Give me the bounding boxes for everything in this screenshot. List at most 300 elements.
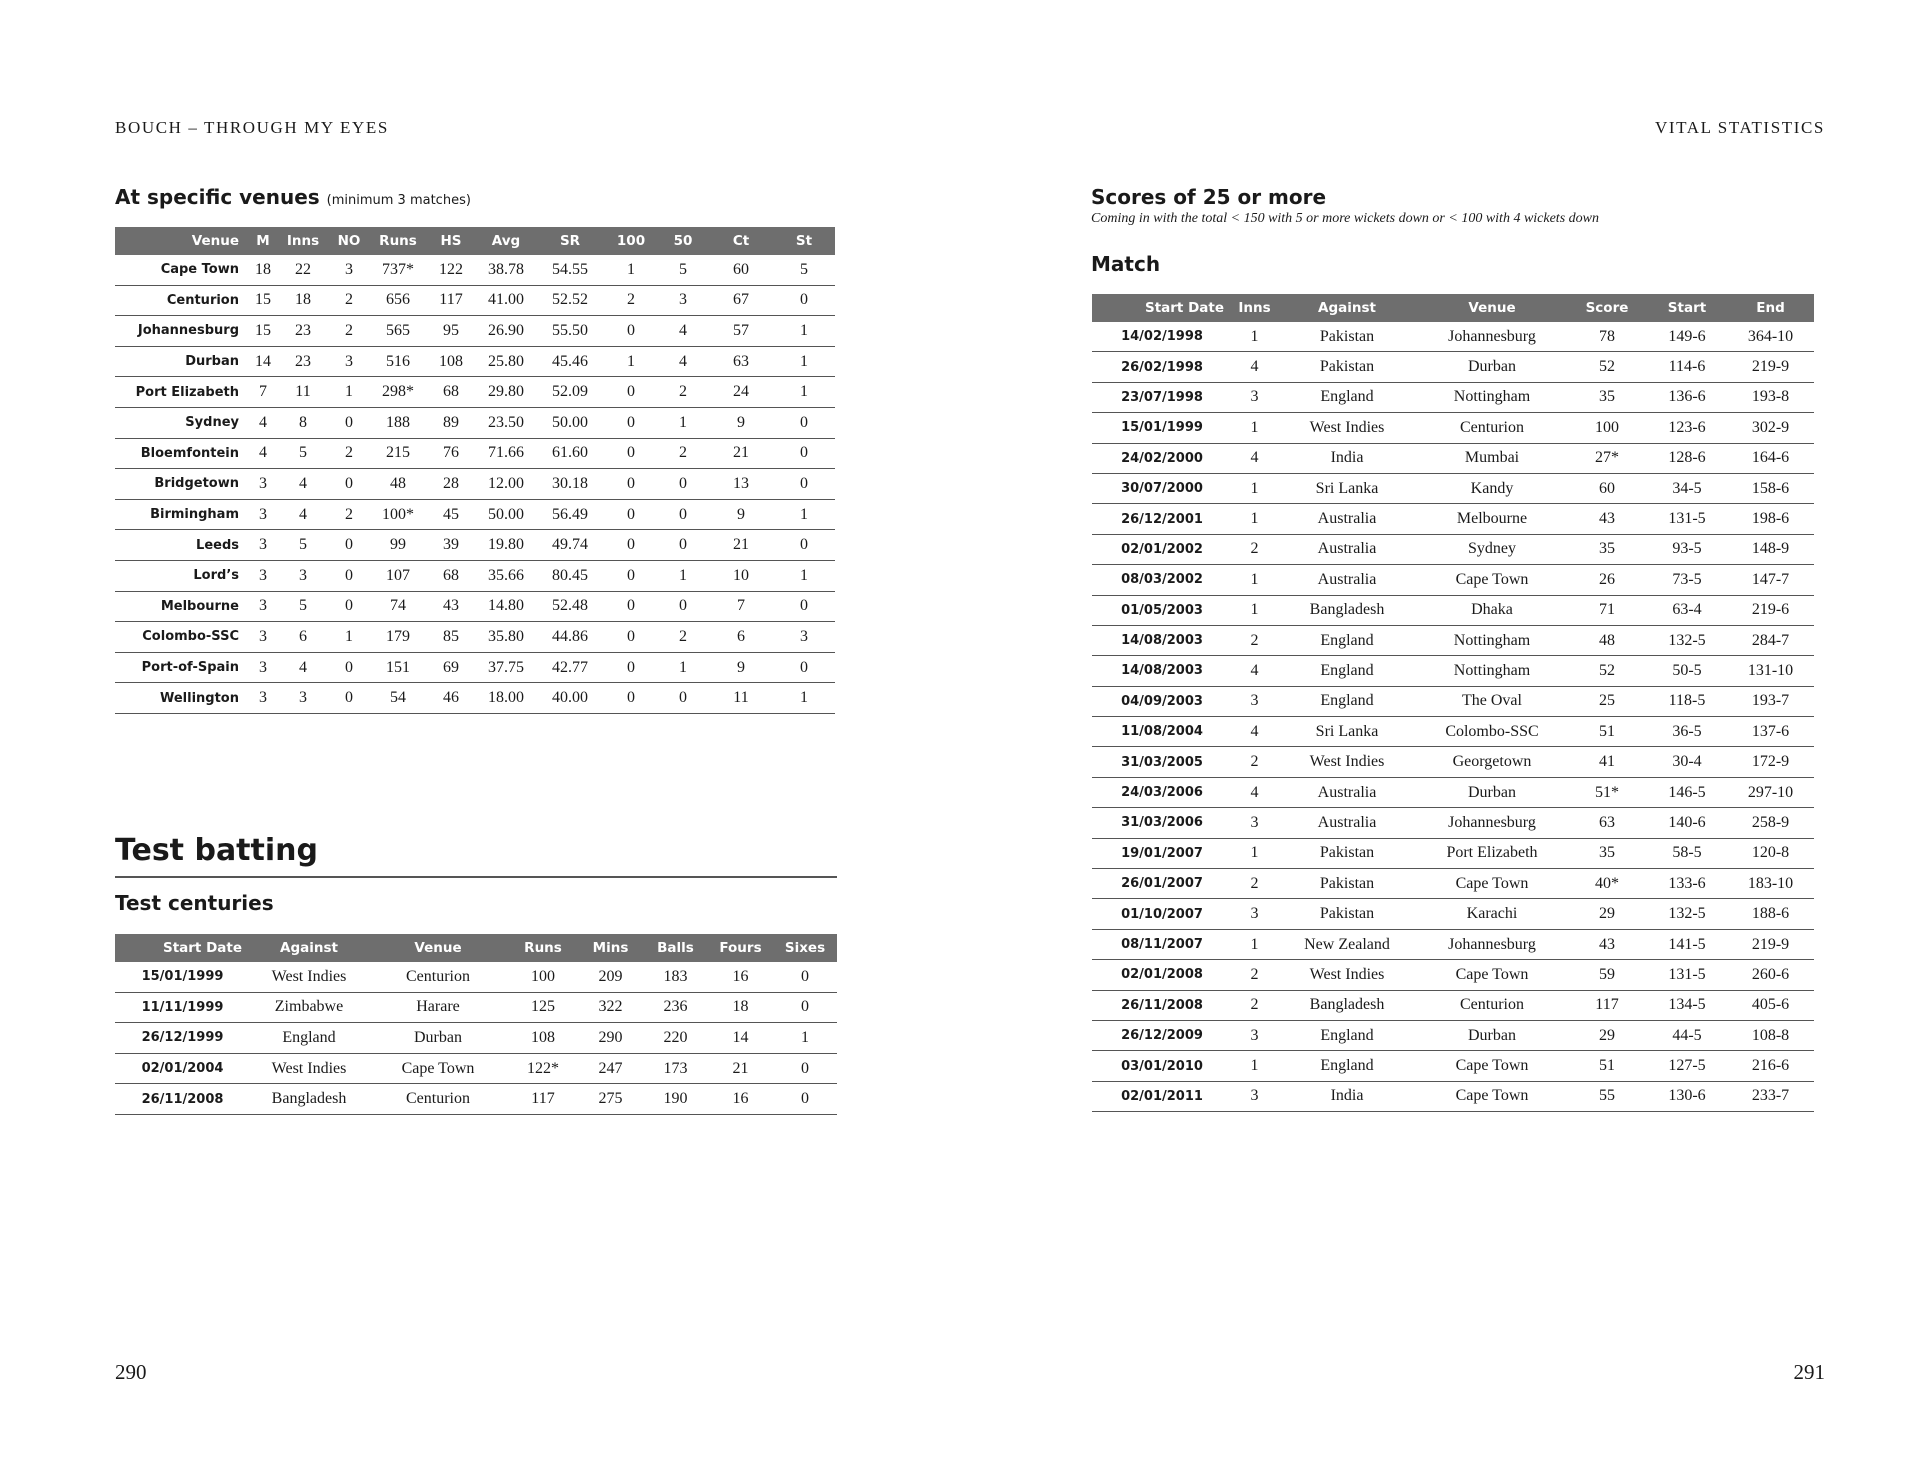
venues-header-cell: HS	[425, 227, 477, 255]
table-cell: 37.75	[477, 652, 535, 683]
table-cell: England	[250, 1023, 368, 1054]
table-cell: 68	[425, 560, 477, 591]
table-cell: 5	[279, 591, 327, 622]
table-cell: 127-5	[1647, 1051, 1727, 1081]
table-cell: 5	[279, 438, 327, 469]
table-cell: 3	[247, 622, 279, 653]
match-header-cell: Against	[1277, 294, 1417, 322]
table-cell: 3	[247, 591, 279, 622]
table-cell: Durban	[1417, 352, 1567, 382]
table-cell: 01/10/2007	[1092, 899, 1232, 929]
table-cell: 60	[709, 255, 773, 285]
table-cell: 14/08/2003	[1092, 625, 1232, 655]
table-cell: 1	[657, 407, 709, 438]
table-cell: Lord’s	[115, 560, 247, 591]
table-cell: 50-5	[1647, 656, 1727, 686]
table-cell: 26/12/2009	[1092, 1020, 1232, 1050]
table-cell: 0	[773, 285, 835, 316]
table-cell: 6	[709, 622, 773, 653]
table-cell: 219-9	[1727, 352, 1814, 382]
table-row	[115, 499, 835, 530]
table-cell: 565	[371, 316, 425, 347]
table-cell: Johannesburg	[1417, 322, 1567, 352]
table-cell: 4	[1232, 443, 1277, 473]
table-cell: 4	[1232, 656, 1277, 686]
table-cell: 1	[1232, 565, 1277, 595]
table-cell: 35	[1567, 534, 1647, 564]
venues-header-cell: St	[773, 227, 835, 255]
table-cell: 43	[425, 591, 477, 622]
table-cell: 50.00	[535, 407, 605, 438]
table-cell: 0	[605, 438, 657, 469]
table-cell: 3	[247, 530, 279, 561]
table-cell: Centurion	[115, 285, 247, 316]
table-cell: Kandy	[1417, 473, 1567, 503]
table-cell: 0	[605, 560, 657, 591]
table-cell: 0	[605, 652, 657, 683]
table-cell: 1	[1232, 929, 1277, 959]
table-cell: 30/07/2000	[1092, 473, 1232, 503]
table-cell: 46	[425, 683, 477, 714]
table-cell: 2	[1232, 990, 1277, 1020]
table-cell: 0	[327, 683, 371, 714]
table-cell: 59	[1567, 960, 1647, 990]
table-cell: 1	[327, 377, 371, 408]
table-cell: 30-4	[1647, 747, 1727, 777]
table-cell: Nottingham	[1417, 382, 1567, 412]
table-cell: 35.80	[477, 622, 535, 653]
venues-header-cell: M	[247, 227, 279, 255]
table-row	[1092, 352, 1814, 382]
centuries-header-cell: Fours	[708, 934, 773, 962]
table-cell: 172-9	[1727, 747, 1814, 777]
table-cell: The Oval	[1417, 686, 1567, 716]
table-cell: 63	[709, 346, 773, 377]
table-cell: 18	[279, 285, 327, 316]
table-cell: 0	[657, 499, 709, 530]
table-cell: Durban	[1417, 777, 1567, 807]
table-row	[115, 255, 835, 285]
venues-header-cell: Ct	[709, 227, 773, 255]
table-cell: England	[1277, 656, 1417, 686]
table-row	[115, 530, 835, 561]
table-cell: 2	[1232, 869, 1277, 899]
table-cell: 1	[773, 346, 835, 377]
table-cell: 3	[1232, 808, 1277, 838]
table-cell: 71.66	[477, 438, 535, 469]
table-row	[1092, 899, 1814, 929]
table-row	[115, 652, 835, 683]
table-cell: 52.52	[535, 285, 605, 316]
table-cell: 132-5	[1647, 899, 1727, 929]
table-cell: Centurion	[1417, 990, 1567, 1020]
table-cell: 0	[657, 530, 709, 561]
table-cell: 1	[773, 316, 835, 347]
table-cell: 3	[1232, 686, 1277, 716]
centuries-header-cell: Balls	[643, 934, 708, 962]
table-cell: Georgetown	[1417, 747, 1567, 777]
table-cell: 19.80	[477, 530, 535, 561]
table-cell: 27*	[1567, 443, 1647, 473]
table-cell: 7	[247, 377, 279, 408]
table-cell: 24/02/2000	[1092, 443, 1232, 473]
table-cell: 4	[1232, 777, 1277, 807]
table-cell: 18.00	[477, 683, 535, 714]
table-cell: 4	[279, 499, 327, 530]
table-cell: 80.45	[535, 560, 605, 591]
table-cell: 0	[605, 316, 657, 347]
match-header-cell: Start Date	[1092, 294, 1232, 322]
table-cell: 5	[657, 255, 709, 285]
table-cell: 8	[279, 407, 327, 438]
table-cell: 24	[709, 377, 773, 408]
table-cell: Pakistan	[1277, 869, 1417, 899]
table-cell: 4	[1232, 352, 1277, 382]
table-cell: 21	[709, 530, 773, 561]
centuries-title: Test centuries	[115, 891, 274, 915]
table-cell: 95	[425, 316, 477, 347]
table-cell: 08/11/2007	[1092, 929, 1232, 959]
match-header-cell: End	[1727, 294, 1814, 322]
table-cell: 0	[773, 438, 835, 469]
table-cell: 322	[578, 992, 643, 1023]
table-cell: 1	[1232, 838, 1277, 868]
table-cell: 39	[425, 530, 477, 561]
table-cell: 11	[279, 377, 327, 408]
table-cell: Leeds	[115, 530, 247, 561]
table-cell: 0	[773, 1053, 837, 1084]
table-cell: 656	[371, 285, 425, 316]
table-cell: Australia	[1277, 565, 1417, 595]
table-cell: 1	[1232, 322, 1277, 352]
table-cell: Nottingham	[1417, 625, 1567, 655]
table-cell: 117	[508, 1084, 578, 1115]
table-cell: 7	[709, 591, 773, 622]
venues-header-cell: Avg	[477, 227, 535, 255]
table-cell: 3	[247, 652, 279, 683]
table-cell: 35	[1567, 382, 1647, 412]
table-cell: Nottingham	[1417, 656, 1567, 686]
table-cell: 173	[643, 1053, 708, 1084]
table-cell: England	[1277, 1051, 1417, 1081]
table-cell: 0	[773, 962, 837, 992]
table-cell: 193-7	[1727, 686, 1814, 716]
table-cell: 284-7	[1727, 625, 1814, 655]
table-cell: Durban	[115, 346, 247, 377]
table-cell: 11	[709, 683, 773, 714]
running-head: VITAL STATISTICS	[1654, 118, 1825, 137]
table-cell: 29	[1567, 899, 1647, 929]
table-cell: 5	[279, 530, 327, 561]
table-cell: 2	[657, 622, 709, 653]
table-cell: Cape Town	[1417, 1081, 1567, 1111]
table-cell: 21	[708, 1053, 773, 1084]
table-row	[1092, 717, 1814, 747]
table-cell: 128-6	[1647, 443, 1727, 473]
table-cell: Zimbabwe	[250, 992, 368, 1023]
table-cell: 16	[708, 1084, 773, 1115]
table-cell: 190	[643, 1084, 708, 1115]
table-cell: 25	[1567, 686, 1647, 716]
table-cell: 151	[371, 652, 425, 683]
table-cell: Karachi	[1417, 899, 1567, 929]
table-row	[115, 1084, 837, 1115]
table-cell: 21	[709, 438, 773, 469]
venues-header-cell: Venue	[115, 227, 247, 255]
table-cell: 52	[1567, 656, 1647, 686]
table-cell: Colombo-SSC	[1417, 717, 1567, 747]
table-cell: 31/03/2005	[1092, 747, 1232, 777]
table-cell: Pakistan	[1277, 322, 1417, 352]
table-cell: 48	[1567, 625, 1647, 655]
table-cell: 26/01/2007	[1092, 869, 1232, 899]
table-cell: 3	[327, 346, 371, 377]
table-row	[1092, 960, 1814, 990]
table-cell: 9	[709, 499, 773, 530]
table-row	[1092, 686, 1814, 716]
venues-header-cell: 100	[605, 227, 657, 255]
table-cell: 45	[425, 499, 477, 530]
table-cell: Johannesburg	[115, 316, 247, 347]
table-cell: 54.55	[535, 255, 605, 285]
table-cell: 40.00	[535, 683, 605, 714]
table-cell: 125	[508, 992, 578, 1023]
table-cell: 08/03/2002	[1092, 565, 1232, 595]
table-cell: 0	[327, 652, 371, 683]
section-rule	[115, 876, 837, 878]
table-row	[1092, 504, 1814, 534]
table-cell: 51	[1567, 717, 1647, 747]
table-cell: 405-6	[1727, 990, 1814, 1020]
table-cell: 183-10	[1727, 869, 1814, 899]
table-cell: 43	[1567, 504, 1647, 534]
venues-note: (minimum 3 matches)	[326, 193, 471, 208]
table-cell: 35.66	[477, 560, 535, 591]
table-cell: 89	[425, 407, 477, 438]
table-cell: 120-8	[1727, 838, 1814, 868]
table-cell: 1	[605, 346, 657, 377]
venues-header-cell: NO	[327, 227, 371, 255]
table-cell: 26.90	[477, 316, 535, 347]
table-cell: 99	[371, 530, 425, 561]
table-cell: 3	[247, 560, 279, 591]
table-row	[1092, 534, 1814, 564]
table-row	[1092, 1051, 1814, 1081]
table-cell: 122	[425, 255, 477, 285]
table-cell: Bridgetown	[115, 469, 247, 500]
table-cell: 26/11/2008	[115, 1084, 250, 1115]
venues-table	[115, 227, 835, 714]
table-cell: 0	[327, 407, 371, 438]
table-cell: 2	[327, 316, 371, 347]
table-cell: 9	[709, 407, 773, 438]
table-cell: 140-6	[1647, 808, 1727, 838]
table-cell: Bangladesh	[1277, 595, 1417, 625]
table-cell: 302-9	[1727, 413, 1814, 443]
table-cell: 0	[657, 591, 709, 622]
table-cell: 02/01/2002	[1092, 534, 1232, 564]
table-cell: 3	[1232, 1081, 1277, 1111]
table-row	[115, 683, 835, 714]
table-cell: 3	[279, 683, 327, 714]
table-cell: 44.86	[535, 622, 605, 653]
table-cell: Durban	[1417, 1020, 1567, 1050]
table-cell: 179	[371, 622, 425, 653]
table-cell: 3	[327, 255, 371, 285]
table-cell: Australia	[1277, 534, 1417, 564]
table-cell: England	[1277, 625, 1417, 655]
table-cell: 2	[657, 377, 709, 408]
table-cell: 216-6	[1727, 1051, 1814, 1081]
table-cell: Australia	[1277, 777, 1417, 807]
table-cell: 233-7	[1727, 1081, 1814, 1111]
table-row	[1092, 322, 1814, 352]
table-cell: 02/01/2011	[1092, 1081, 1232, 1111]
table-cell: 42.77	[535, 652, 605, 683]
table-cell: 137-6	[1727, 717, 1814, 747]
table-cell: 290	[578, 1023, 643, 1054]
table-cell: 108-8	[1727, 1020, 1814, 1050]
table-row	[115, 346, 835, 377]
table-row	[1092, 443, 1814, 473]
table-cell: Centurion	[368, 1084, 508, 1115]
test-batting-title: Test batting	[115, 833, 318, 868]
table-cell: 44-5	[1647, 1020, 1727, 1050]
table-cell: 1	[1232, 413, 1277, 443]
table-cell: 0	[327, 560, 371, 591]
table-cell: 28	[425, 469, 477, 500]
table-cell: 19/01/2007	[1092, 838, 1232, 868]
table-cell: 23	[279, 316, 327, 347]
table-cell: Pakistan	[1277, 838, 1417, 868]
table-cell: 26/12/2001	[1092, 504, 1232, 534]
table-cell: 148-9	[1727, 534, 1814, 564]
table-cell: 149-6	[1647, 322, 1727, 352]
table-cell: 51	[1567, 1051, 1647, 1081]
table-row	[115, 622, 835, 653]
table-cell: 2	[605, 285, 657, 316]
table-cell: 108	[508, 1023, 578, 1054]
table-row	[1092, 990, 1814, 1020]
table-cell: Wellington	[115, 683, 247, 714]
table-cell: 0	[605, 622, 657, 653]
table-cell: Pakistan	[1277, 352, 1417, 382]
page-number: 291	[1793, 1360, 1825, 1384]
table-row	[115, 1053, 837, 1084]
table-cell: 516	[371, 346, 425, 377]
table-cell: 107	[371, 560, 425, 591]
table-cell: Johannesburg	[1417, 929, 1567, 959]
table-cell: West Indies	[1277, 747, 1417, 777]
table-cell: 60	[1567, 473, 1647, 503]
table-cell: 118-5	[1647, 686, 1727, 716]
table-cell: 02/01/2004	[115, 1053, 250, 1084]
table-cell: 4	[657, 316, 709, 347]
table-cell: 2	[1232, 747, 1277, 777]
table-row	[1092, 929, 1814, 959]
table-row	[1092, 625, 1814, 655]
table-cell: 0	[773, 652, 835, 683]
venues-header-cell: SR	[535, 227, 605, 255]
table-cell: 0	[327, 591, 371, 622]
table-cell: 1	[1232, 504, 1277, 534]
table-cell: 134-5	[1647, 990, 1727, 1020]
table-cell: 55	[1567, 1081, 1647, 1111]
table-cell: 0	[605, 469, 657, 500]
table-cell: 258-9	[1727, 808, 1814, 838]
table-cell: 209	[578, 962, 643, 992]
table-cell: Durban	[368, 1023, 508, 1054]
table-cell: Cape Town	[1417, 1051, 1567, 1081]
table-cell: 54	[371, 683, 425, 714]
table-row	[1092, 656, 1814, 686]
table-cell: 3	[279, 560, 327, 591]
table-cell: 29	[1567, 1020, 1647, 1050]
table-cell: 03/01/2010	[1092, 1051, 1232, 1081]
table-row	[115, 962, 837, 992]
table-cell: 198-6	[1727, 504, 1814, 534]
table-cell: 26/12/1999	[115, 1023, 250, 1054]
table-cell: 73-5	[1647, 565, 1727, 595]
table-cell: 260-6	[1727, 960, 1814, 990]
table-row	[115, 591, 835, 622]
table-cell: 0	[605, 591, 657, 622]
table-cell: 38.78	[477, 255, 535, 285]
venues-title: At specific venues	[115, 185, 320, 209]
table-cell: England	[1277, 382, 1417, 412]
table-cell: 36-5	[1647, 717, 1727, 747]
table-cell: 43	[1567, 929, 1647, 959]
table-cell: Birmingham	[115, 499, 247, 530]
table-cell: India	[1277, 1081, 1417, 1111]
table-cell: 220	[643, 1023, 708, 1054]
table-cell: 2	[1232, 625, 1277, 655]
table-cell: 1	[773, 1023, 837, 1054]
table-cell: 0	[773, 407, 835, 438]
table-row	[1092, 1020, 1814, 1050]
table-cell: 63	[1567, 808, 1647, 838]
table-cell: 131-5	[1647, 504, 1727, 534]
table-cell: 6	[279, 622, 327, 653]
table-cell: 3	[247, 469, 279, 500]
venues-header-cell: Inns	[279, 227, 327, 255]
table-row	[1092, 1081, 1814, 1111]
centuries-header-cell: Start Date	[115, 934, 250, 962]
table-row	[1092, 473, 1814, 503]
table-cell: 16	[708, 962, 773, 992]
table-cell: 93-5	[1647, 534, 1727, 564]
table-cell: 30.18	[535, 469, 605, 500]
table-cell: 4	[247, 407, 279, 438]
table-cell: 215	[371, 438, 425, 469]
table-cell: 41.00	[477, 285, 535, 316]
table-cell: 130-6	[1647, 1081, 1727, 1111]
table-cell: 275	[578, 1084, 643, 1115]
table-cell: Cape Town	[115, 255, 247, 285]
table-cell: 01/05/2003	[1092, 595, 1232, 625]
table-cell: 58-5	[1647, 838, 1727, 868]
table-cell: 0	[605, 377, 657, 408]
table-cell: 13	[709, 469, 773, 500]
table-cell: 31/03/2006	[1092, 808, 1232, 838]
table-cell: 117	[425, 285, 477, 316]
table-cell: 4	[247, 438, 279, 469]
scores-subtitle: Coming in with the total < 150 with 5 or more wickets down or < 100 with 4 wickets down	[1091, 211, 1599, 226]
table-cell: Johannesburg	[1417, 808, 1567, 838]
table-cell: 23/07/1998	[1092, 382, 1232, 412]
table-cell: 25.80	[477, 346, 535, 377]
table-cell: 1	[605, 255, 657, 285]
